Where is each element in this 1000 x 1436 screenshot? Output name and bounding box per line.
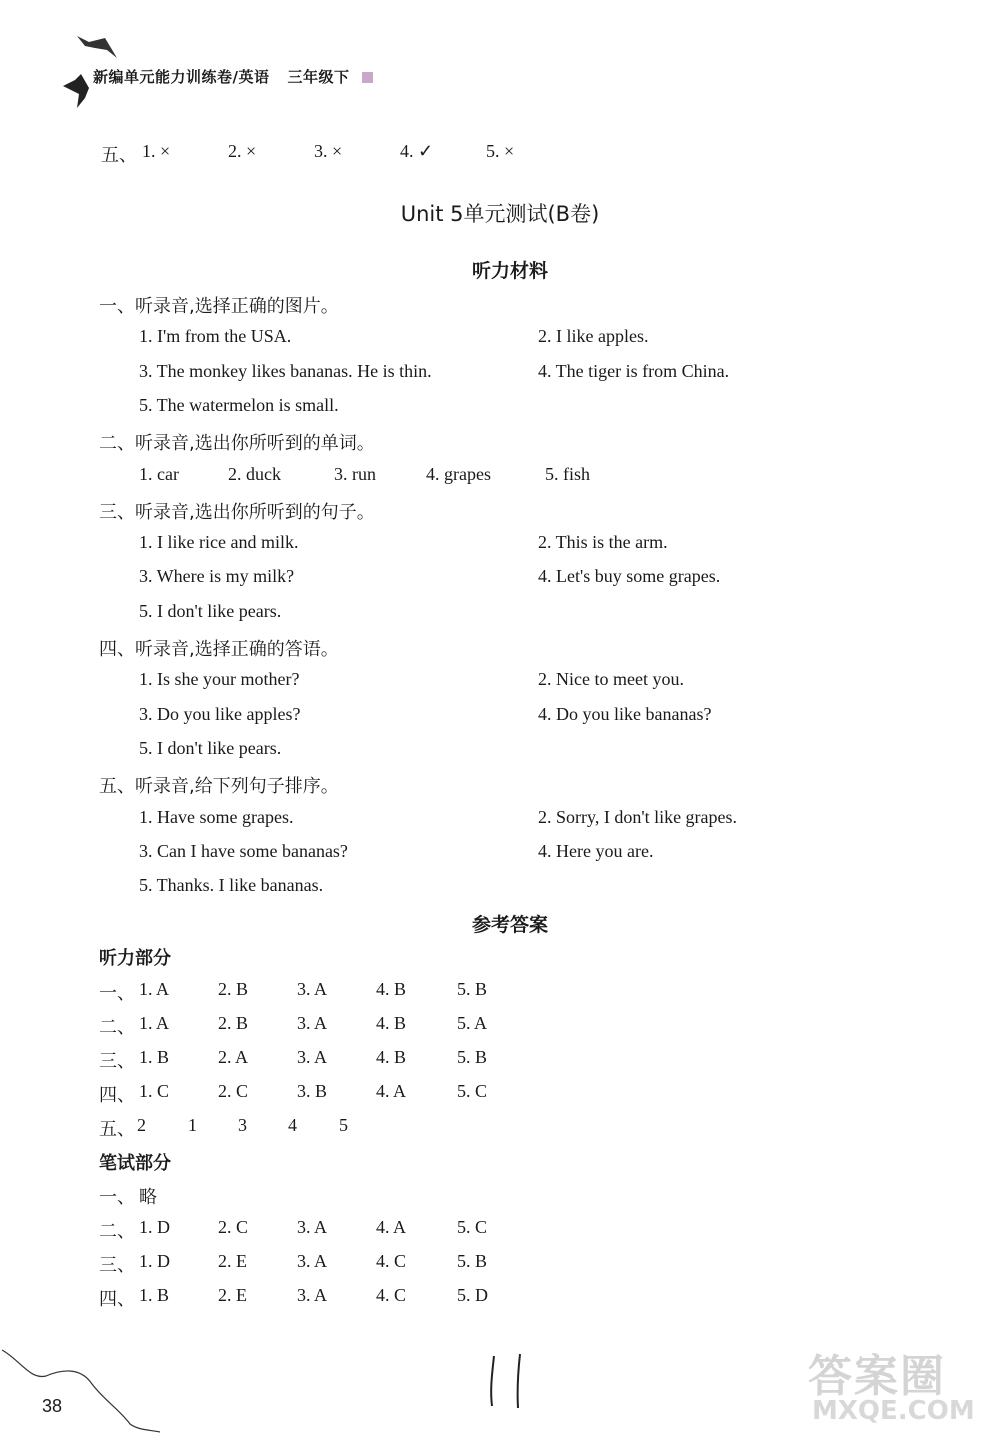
sentence-item: 3. The monkey likes bananas. He is thin.	[139, 360, 432, 381]
sentence-item: 5. The watermelon is small.	[139, 394, 339, 415]
section-label: 五、听录音,给下列句子排序。	[99, 776, 339, 798]
answer-cell: 4. B	[376, 1047, 407, 1067]
answer-cell: 2	[137, 1115, 146, 1135]
answer-row-label: 一、	[99, 1187, 135, 1208]
answer-cell: 3. A	[297, 1047, 328, 1067]
answer-cell: 4. A	[376, 1217, 407, 1237]
answer-cell: 3. B	[297, 1081, 328, 1101]
answer-cell: 5	[339, 1115, 348, 1135]
word-item: 5. fish	[545, 463, 590, 484]
page-number: 38	[42, 1396, 63, 1416]
answer-cell: 1. A	[139, 979, 170, 999]
prev-answer-item: 3. ×	[314, 141, 343, 161]
sentence-item: 3. Do you like apples?	[139, 703, 301, 724]
section-label: 三、听录音,选出你所听到的句子。	[99, 501, 375, 523]
answer-cell: 5. C	[457, 1081, 488, 1101]
answer-cell: 5. D	[457, 1285, 488, 1305]
sentence-item: 2. Nice to meet you.	[538, 669, 684, 690]
answer-cell: 5. B	[457, 979, 488, 999]
answer-cell: 4. B	[376, 979, 407, 999]
answer-row-label: 五、	[99, 1119, 135, 1140]
word-item: 1. car	[139, 463, 179, 484]
word-item: 4. grapes	[426, 463, 491, 484]
answer-cell: 1. D	[139, 1217, 170, 1237]
answer-row-label: 三、	[99, 1051, 135, 1072]
sentence-item: 5. I don't like pears.	[139, 600, 282, 621]
listening-heading: 听力材料	[471, 260, 548, 282]
sentence-item: 2. I like apples.	[538, 326, 649, 347]
answer-cell: 5. B	[457, 1251, 488, 1271]
watermark-url: MXQE.COM	[812, 1396, 975, 1426]
watermark-logo	[808, 1336, 986, 1428]
written-part-label: 笔试部分	[99, 1153, 171, 1174]
word-item: 3. run	[334, 463, 376, 484]
answer-cell: 3. A	[297, 1013, 328, 1033]
prev-answer-item: 2. ×	[228, 141, 257, 161]
answer-cell: 4. C	[376, 1285, 407, 1305]
section-label: 二、听录音,选出你所听到的单词。	[99, 433, 375, 455]
answer-cell: 1. A	[139, 1013, 170, 1033]
answer-cell: 5. B	[457, 1047, 488, 1067]
handwritten-mark	[480, 1350, 540, 1410]
answer-cell: 3. A	[297, 979, 328, 999]
sentence-item: 1. Have some grapes.	[139, 806, 294, 827]
sentence-item: 2. Sorry, I don't like grapes.	[538, 806, 738, 827]
sentence-item: 2. This is the arm.	[538, 532, 668, 553]
answer-cell: 1. B	[139, 1047, 170, 1067]
answer-row-label: 三、	[99, 1255, 135, 1276]
section-label: 一、听录音,选择正确的图片。	[99, 296, 339, 317]
sentence-item: 4. Here you are.	[538, 840, 654, 861]
answer-cell: 2. C	[218, 1217, 249, 1237]
header-title: 新编单元能力训练卷/英语	[93, 68, 270, 86]
answer-cell: 3	[238, 1115, 247, 1135]
unit-title: Unit 5单元测试(B卷)	[400, 202, 600, 226]
sentence-item: 5. I don't like pears.	[139, 737, 282, 758]
answer-cell: 3. A	[297, 1217, 328, 1237]
answer-cell: 4. C	[376, 1251, 407, 1271]
sentence-item: 1. I'm from the USA.	[139, 326, 292, 347]
answer-cell: 2. A	[218, 1047, 249, 1067]
sentence-item: 4. Let's buy some grapes.	[538, 566, 721, 587]
answer-cell: 1	[188, 1115, 197, 1135]
sentence-item: 4. The tiger is from China.	[538, 360, 730, 381]
answer-cell: 2. E	[218, 1285, 247, 1305]
answer-cell: 4. B	[376, 1013, 407, 1033]
sentence-item: 3. Can I have some bananas?	[139, 840, 348, 861]
answer-cell: 2. C	[218, 1081, 249, 1101]
answer-row-label: 四、	[99, 1289, 135, 1310]
answers-heading: 参考答案	[471, 914, 548, 936]
answer-cell: 4. A	[376, 1081, 407, 1101]
answer-row-label: 四、	[99, 1085, 135, 1106]
sentence-item: 4. Do you like bananas?	[538, 703, 712, 724]
answer-cell: 2. B	[218, 979, 249, 999]
prev-answers-label: 五、	[101, 145, 137, 166]
listening-part-label: 听力部分	[99, 948, 171, 969]
answer-cell: 5. C	[457, 1217, 488, 1237]
prev-answer-item: 4. ✓	[400, 141, 434, 161]
answer-cell: 3. A	[297, 1251, 328, 1271]
prev-answer-item: 5. ×	[486, 141, 515, 161]
answer-row-label: 二、	[99, 1017, 135, 1038]
sentence-item: 1. Is she your mother?	[139, 669, 300, 690]
word-item: 2. duck	[228, 463, 281, 484]
answer-cell: 4	[288, 1115, 297, 1135]
answer-cell: 1. D	[139, 1251, 170, 1271]
header-square-icon	[362, 72, 373, 83]
answer-row-label: 二、	[99, 1221, 135, 1242]
sentence-item: 3. Where is my milk?	[139, 566, 295, 587]
answer-row-label: 一、	[99, 983, 135, 1004]
answer-cell: 2. B	[218, 1013, 249, 1033]
prev-answer-item: 1. ×	[142, 141, 171, 161]
watermark-text: 答案圈	[808, 1351, 946, 1402]
answer-cell: 1. B	[139, 1285, 170, 1305]
section-label: 四、听录音,选择正确的答语。	[99, 639, 339, 660]
answer-cell: 2. E	[218, 1251, 247, 1271]
answer-cell: 略	[139, 1187, 157, 1208]
header-grade: 三年级下	[287, 68, 350, 86]
page-header	[93, 66, 373, 87]
answer-cell: 1. C	[139, 1081, 170, 1101]
sentence-item: 5. Thanks. I like bananas.	[139, 875, 324, 896]
decorative-curve	[0, 1340, 170, 1436]
sentence-item: 1. I like rice and milk.	[139, 532, 299, 553]
answer-cell: 3. A	[297, 1285, 328, 1305]
answer-cell: 5. A	[457, 1013, 488, 1033]
